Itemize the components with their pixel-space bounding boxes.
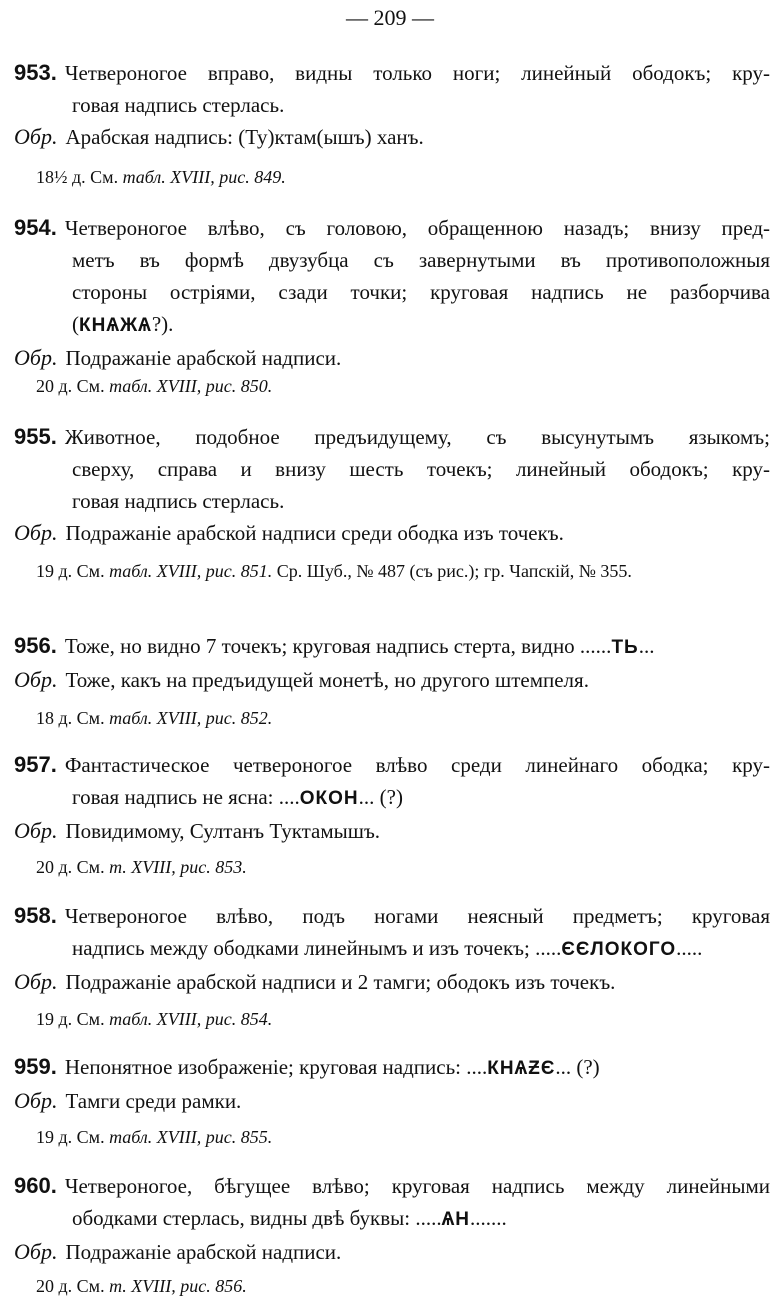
entry-description xyxy=(14,630,770,664)
weight: 20 д. xyxy=(36,1276,73,1296)
description-line: Четвероногое влѣво, подъ ногами неясный предметъ; круговая xyxy=(64,904,770,928)
obverse-line xyxy=(14,517,770,549)
reference-line xyxy=(36,1123,776,1151)
description-line: говая надпись стерлась. xyxy=(72,489,285,513)
description-line: Четвероногое влѣво, съ головою, обращенною назадъ; внизу пред- xyxy=(64,216,770,240)
entry-number: 955. xyxy=(14,424,57,449)
obverse-label: Обр. xyxy=(14,1239,58,1264)
slavonic-inscription: ТЬ xyxy=(611,637,639,658)
slavonic-inscription: КНѦЖѦ xyxy=(79,315,152,336)
reference-line xyxy=(36,853,776,881)
obverse-line xyxy=(14,1236,770,1268)
description-line xyxy=(14,932,770,966)
slavonic-inscription: ЄЄЛОКОГО xyxy=(561,939,677,960)
weight: 20 д. xyxy=(36,376,73,396)
see-label: См. xyxy=(76,1009,105,1029)
text-fragment: ?). xyxy=(151,312,174,336)
obverse-line xyxy=(14,664,770,696)
weight: 19 д. xyxy=(36,1009,73,1029)
weight: 18½ д. xyxy=(36,167,86,187)
see-label: См. xyxy=(76,1276,105,1296)
entry-description xyxy=(14,1051,770,1085)
table-ref: табл. XVIII, xyxy=(109,1127,202,1147)
see-label: См. xyxy=(76,857,105,877)
entry-description xyxy=(14,212,770,244)
obverse-text: Тоже, какъ на предъидущей монетѣ, но другого штемпеля. xyxy=(65,668,589,692)
description-line xyxy=(14,781,770,815)
description-line: Животное, подобное предъидущему, съ высунутымъ языкомъ; xyxy=(64,425,770,449)
entry-number: 957. xyxy=(14,752,57,777)
entry-956 xyxy=(14,630,770,696)
see-label: См. xyxy=(76,376,105,396)
entry-number: 960. xyxy=(14,1173,57,1198)
figure-ref: рис. 856. xyxy=(180,1276,247,1296)
entry-description xyxy=(14,749,770,781)
table-ref: табл. XVIII, xyxy=(122,167,215,187)
text-fragment: ....... xyxy=(470,1206,507,1230)
obverse-text: Подражаніе арабской надписи. xyxy=(65,1240,342,1264)
weight: 20 д. xyxy=(36,857,73,877)
text-fragment: говая надпись не ясна: .... xyxy=(72,785,300,809)
slavonic-inscription: КНѦƵЄ xyxy=(487,1058,556,1079)
text-fragment: ( xyxy=(72,312,79,336)
obverse-line xyxy=(14,1085,770,1117)
obverse-text: Повидимому, Султанъ Туктамышъ. xyxy=(65,819,381,843)
figure-ref: рис. 849. xyxy=(219,167,286,187)
reference-line xyxy=(36,372,776,400)
text-fragment: надпись между ободками линейнымъ и изъ точекъ; ..... xyxy=(72,936,562,960)
entry-954 xyxy=(14,212,770,374)
obverse-line xyxy=(14,966,770,998)
text-fragment: ... (?) xyxy=(358,785,403,809)
table-ref: т. XVIII, xyxy=(109,857,176,877)
obverse-text: Тамги среди рамки. xyxy=(65,1089,242,1113)
figure-ref: рис. 854. xyxy=(205,1009,273,1029)
description-line: Четвероногое, бѣгущее влѣво; круговая надпись между линейными xyxy=(64,1174,770,1198)
table-ref: т. XVIII, xyxy=(109,1276,176,1296)
page-number: — 209 — xyxy=(346,5,434,30)
description-line: метъ въ формѣ двузубца съ завернутыми въ противоположныя xyxy=(72,248,770,272)
reference-line xyxy=(36,557,756,585)
description-line: говая надпись стерлась. xyxy=(72,93,285,117)
obverse-line xyxy=(14,342,770,374)
text-fragment: ..... xyxy=(676,936,703,960)
obverse-text: Подражаніе арабской надписи и 2 тамги; ободокъ изъ точекъ. xyxy=(65,970,616,994)
entry-953 xyxy=(14,57,770,153)
see-label: См. xyxy=(90,167,119,187)
obverse-label: Обр. xyxy=(14,1088,58,1113)
obverse-label: Обр. xyxy=(14,969,58,994)
entry-number: 958. xyxy=(14,903,57,928)
text-fragment: ободками стерлась, видны двѣ буквы: ..... xyxy=(72,1206,442,1230)
entry-957 xyxy=(14,749,770,847)
weight: 19 д. xyxy=(36,1127,73,1147)
figure-ref: рис. 855. xyxy=(205,1127,273,1147)
table-ref: табл. XVIII, xyxy=(109,376,202,396)
reference-line xyxy=(36,1272,776,1300)
entry-number: 956. xyxy=(14,633,57,658)
figure-ref: рис. 851. xyxy=(205,561,273,581)
entry-958 xyxy=(14,900,770,998)
entry-960 xyxy=(14,1170,770,1268)
obverse-line xyxy=(14,121,770,153)
weight: 18 д. xyxy=(36,708,73,728)
text-fragment: ... (?) xyxy=(555,1055,600,1079)
slavonic-inscription: ОКОН xyxy=(299,788,359,809)
entry-959 xyxy=(14,1051,770,1117)
see-label: См. xyxy=(76,708,105,728)
entry-955 xyxy=(14,421,770,549)
slavonic-inscription: ѦН xyxy=(441,1209,471,1230)
obverse-label: Обр. xyxy=(14,345,58,370)
entry-description xyxy=(14,900,770,932)
obverse-label: Обр. xyxy=(14,667,58,692)
description-line: Непонятное изображеніе; круговая надпись: .... xyxy=(64,1055,488,1079)
table-ref: табл. XVIII, xyxy=(109,561,202,581)
description-line: Фантастическое четвероногое влѣво среди линейнаго ободка; кру- xyxy=(64,753,770,777)
obverse-label: Обр. xyxy=(14,818,58,843)
weight: 19 д. xyxy=(36,561,73,581)
obverse-text: Подражаніе арабской надписи. xyxy=(65,346,342,370)
entry-number: 953. xyxy=(14,60,57,85)
description-line: стороны остріями, сзади точки; круговая надпись не разборчива xyxy=(72,280,770,304)
figure-ref: рис. 850. xyxy=(205,376,273,396)
obverse-label: Обр. xyxy=(14,520,58,545)
table-ref: табл. XVIII, xyxy=(109,1009,202,1029)
entry-number: 959. xyxy=(14,1054,57,1079)
reference-line xyxy=(36,704,776,732)
see-label: См. xyxy=(76,561,105,581)
obverse-line xyxy=(14,815,770,847)
description-line: сверху, справа и внизу шесть точекъ; линейный ободокъ; кру- xyxy=(72,457,770,481)
description-line xyxy=(14,1202,770,1236)
description-line: Четвероногое вправо, видны только ноги; линейный ободокъ; кру- xyxy=(64,61,770,85)
entry-number: 954. xyxy=(14,215,57,240)
table-ref: табл. XVIII, xyxy=(109,708,202,728)
entry-description xyxy=(14,1170,770,1202)
figure-ref: рис. 852. xyxy=(205,708,273,728)
reference-line xyxy=(36,163,776,191)
reference-line xyxy=(36,1005,776,1033)
obverse-text: Арабская надпись: (Ту)ктам(ышъ) ханъ. xyxy=(65,125,424,149)
obverse-text: Подражаніе арабской надписи среди ободка изъ точекъ. xyxy=(65,521,564,545)
entry-description xyxy=(14,421,770,453)
text-fragment: ... xyxy=(638,634,655,658)
obverse-label: Обр. xyxy=(14,124,58,149)
cross-reference: Ср. Шуб., № 487 (съ рис.); гр. Чапскій, № 355. xyxy=(276,561,632,581)
description-line xyxy=(14,308,770,342)
see-label: См. xyxy=(76,1127,105,1147)
description-line: Тоже, но видно 7 точекъ; круговая надпись стерта, видно ...... xyxy=(64,634,612,658)
figure-ref: рис. 853. xyxy=(180,857,247,877)
entry-description xyxy=(14,57,770,89)
